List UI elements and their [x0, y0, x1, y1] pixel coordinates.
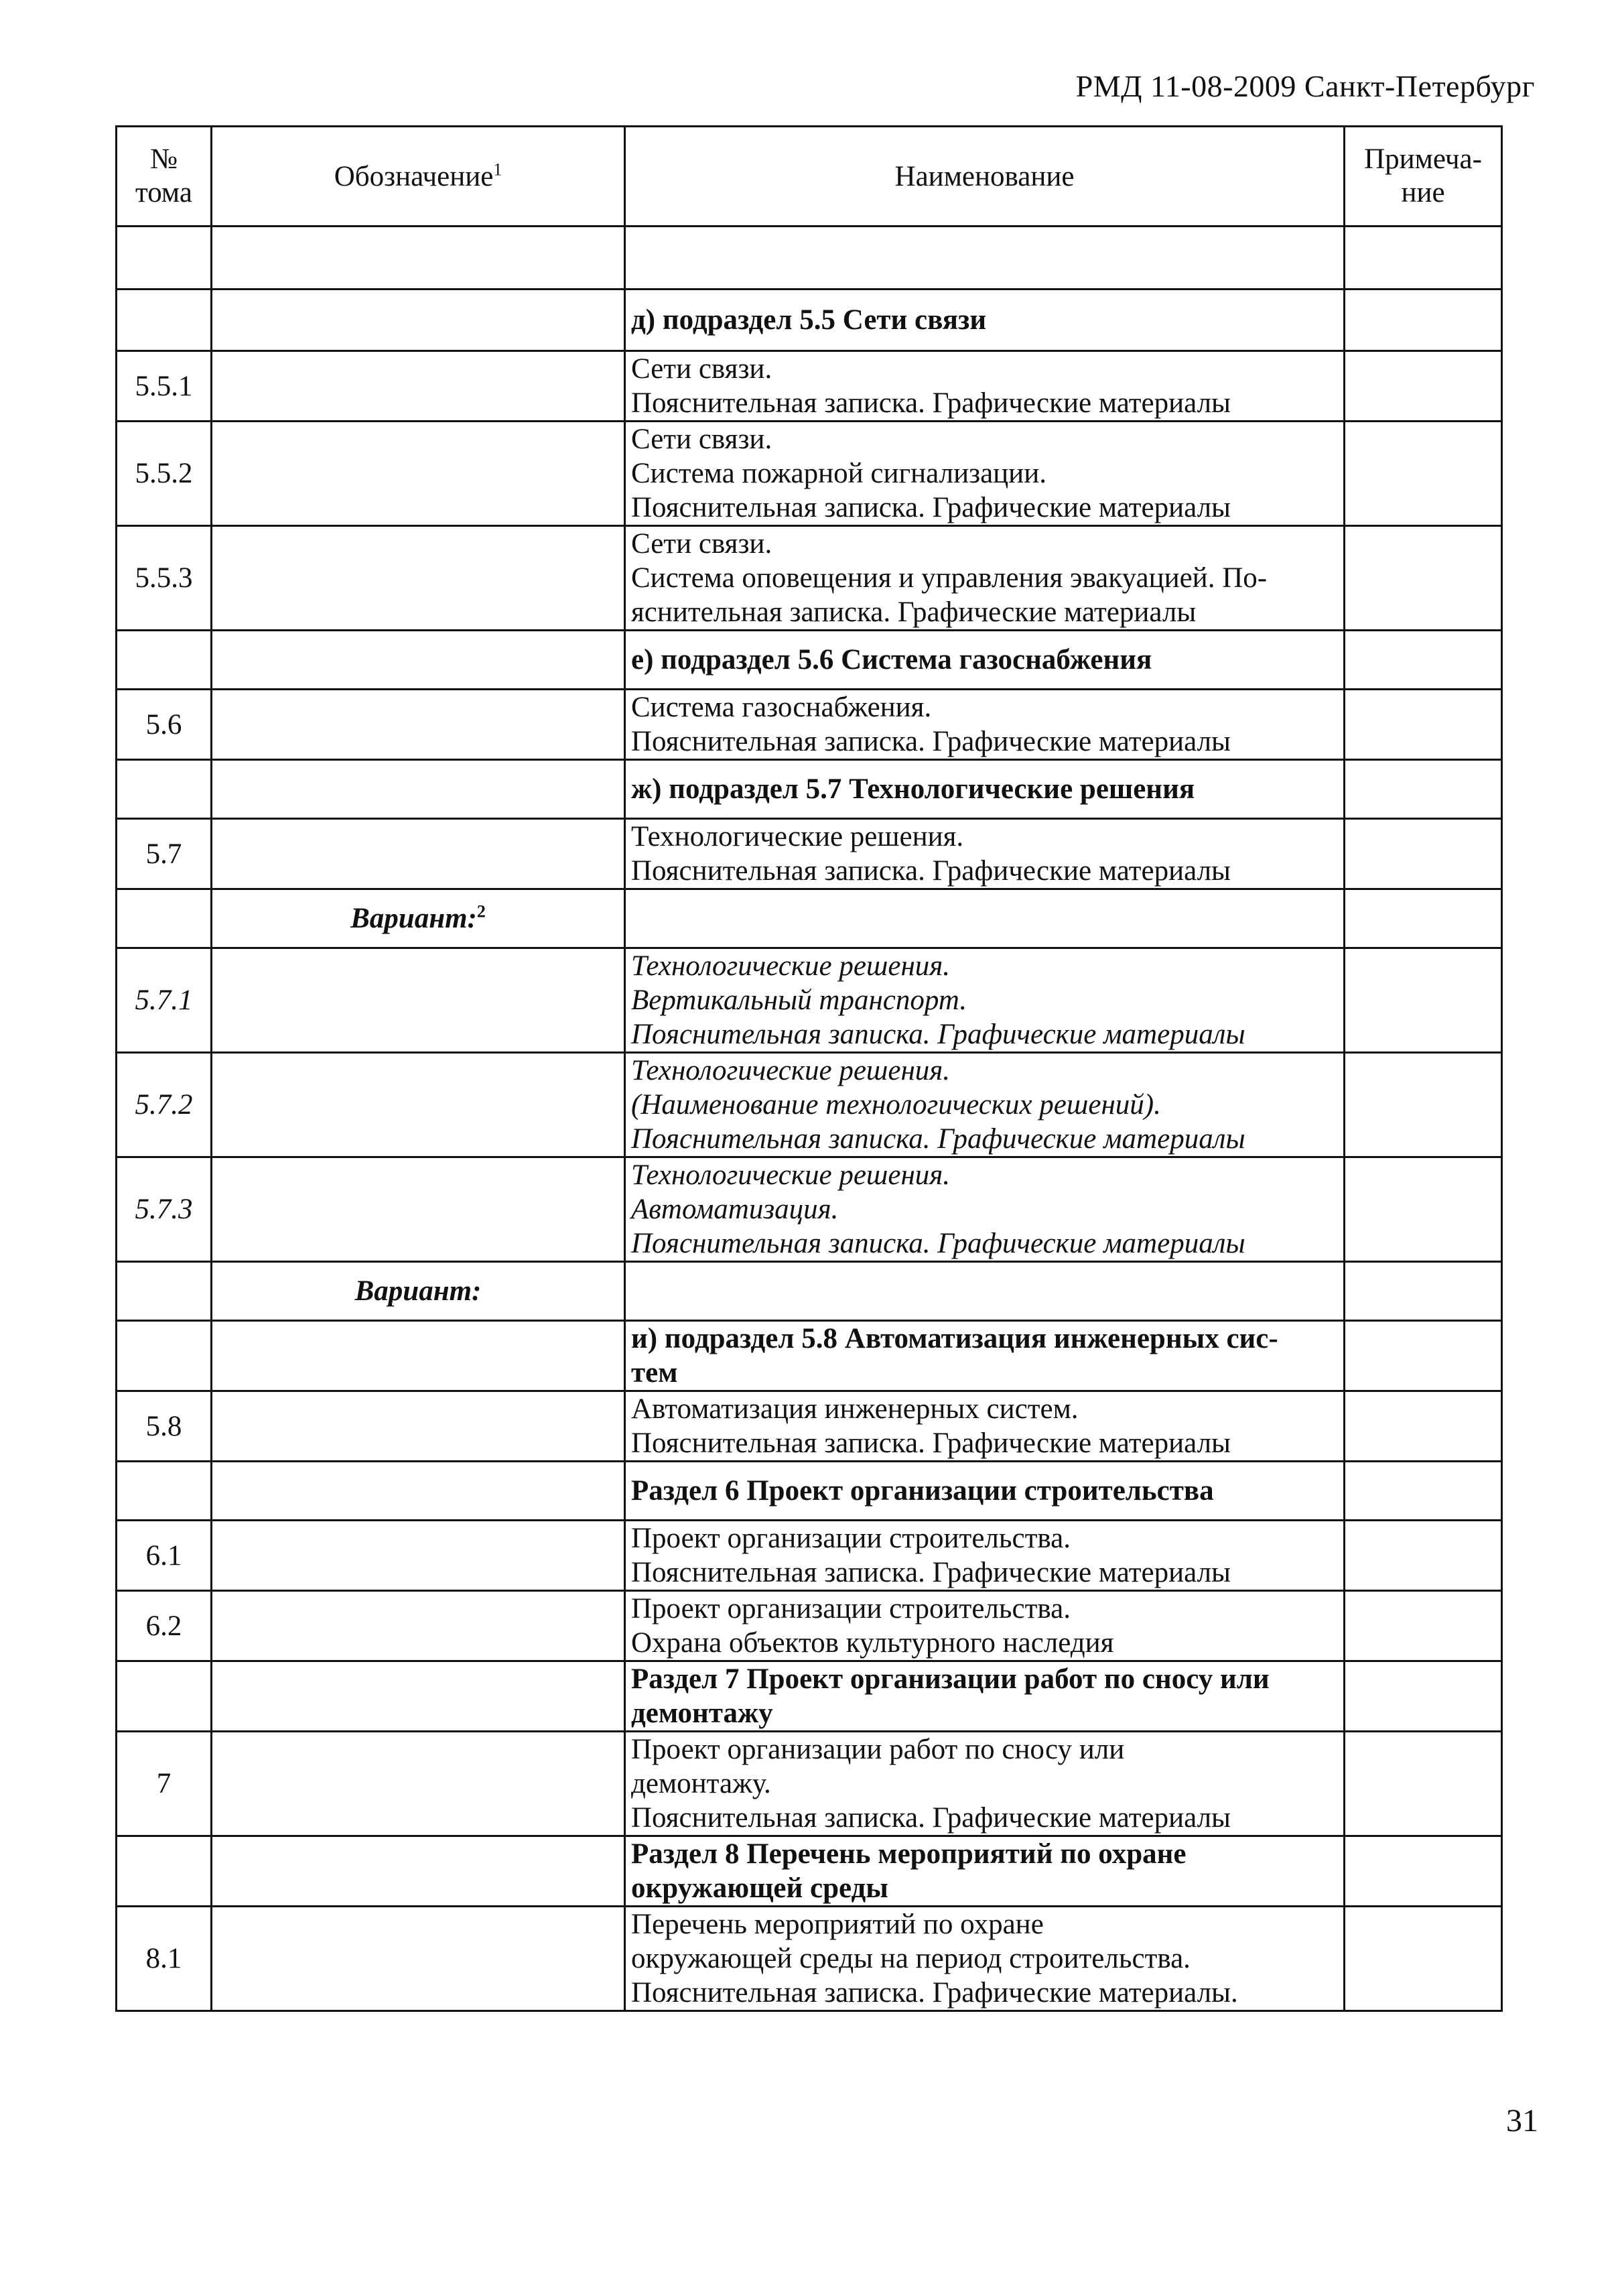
name-cell	[625, 1391, 1345, 1462]
name-line: окружающей среды на период строительства.	[631, 1943, 1191, 1974]
table-row	[117, 690, 1502, 760]
name-line: Автоматизация.	[631, 1194, 839, 1225]
volume-number-cell: 5.8	[117, 1391, 212, 1462]
volume-number-cell: 5.5.3	[117, 526, 212, 631]
section-title-cell	[625, 760, 1345, 819]
volume-number-cell	[117, 1321, 212, 1391]
name-line: Пояснительная записка. Графические материалы	[631, 1228, 1245, 1259]
table-row	[117, 422, 1502, 526]
volume-number-cell	[117, 889, 212, 948]
note-cell	[1345, 1907, 1502, 2011]
volume-number-cell: 5.5.1	[117, 351, 212, 422]
name-line: окружающей среды	[631, 1872, 888, 1904]
name-cell	[625, 1157, 1345, 1262]
note-cell	[1345, 422, 1502, 526]
header-designation	[212, 127, 625, 227]
name-line: Пояснительная записка. Графические материалы	[631, 1427, 1231, 1459]
designation-cell	[212, 351, 625, 422]
document-header: РМД 11-08-2009 Санкт-Петербург	[1075, 69, 1535, 103]
table-row	[117, 1053, 1502, 1157]
note-cell	[1345, 1591, 1502, 1661]
section-heading-row	[117, 760, 1502, 819]
name-line: Сети связи.	[631, 528, 772, 560]
table-header-row	[117, 127, 1502, 227]
designation-cell	[212, 1391, 625, 1462]
section-heading-row	[117, 631, 1502, 690]
name-line: (Наименование технологических решений).	[631, 1089, 1161, 1121]
table-row	[117, 351, 1502, 422]
designation-cell	[212, 227, 625, 290]
name-line: Пояснительная записка. Графические материалы	[631, 492, 1231, 523]
name-line: Сети связи.	[631, 353, 772, 385]
section-title-cell	[625, 1321, 1345, 1391]
volume-list-table	[115, 125, 1503, 2012]
name-line: Проект организации строительства.	[631, 1593, 1071, 1624]
name-line: Пояснительная записка. Графические материалы	[631, 855, 1231, 887]
note-cell	[1345, 290, 1502, 351]
name-cell	[625, 1053, 1345, 1157]
name-cell	[625, 1262, 1345, 1321]
designation-cell	[212, 1836, 625, 1907]
section-heading-row	[117, 1836, 1502, 1907]
name-line: Пояснительная записка. Графические материалы	[631, 1557, 1231, 1588]
name-cell	[625, 819, 1345, 889]
volume-number-cell: 6.2	[117, 1591, 212, 1661]
name-cell	[625, 1907, 1345, 2011]
name-line: Охрана объектов культурного наследия	[631, 1627, 1114, 1659]
name-cell	[625, 889, 1345, 948]
section-heading-row	[117, 1462, 1502, 1521]
table-row	[117, 948, 1502, 1053]
name-cell	[625, 351, 1345, 422]
designation-cell	[212, 760, 625, 819]
variant-row	[117, 1262, 1502, 1321]
name-cell	[625, 1732, 1345, 1836]
volume-number-cell	[117, 1836, 212, 1907]
header-volume-number-line2: тома	[135, 177, 192, 208]
name-cell	[625, 227, 1345, 290]
table-row	[117, 1157, 1502, 1262]
name-cell	[625, 1591, 1345, 1661]
name-line: Раздел 7 Проект организации работ по сносу или	[631, 1663, 1270, 1695]
note-cell	[1345, 1157, 1502, 1262]
name-line: Пояснительная записка. Графические материалы.	[631, 1977, 1238, 2008]
volume-number-cell: 7	[117, 1732, 212, 1836]
name-cell	[625, 1521, 1345, 1591]
name-cell	[625, 422, 1345, 526]
table-row	[117, 1521, 1502, 1591]
table-row	[117, 1732, 1502, 1836]
name-line: Технологические решения.	[631, 821, 964, 852]
section-title-cell	[625, 1462, 1345, 1521]
designation-cell	[212, 889, 625, 948]
name-line: демонтажу	[631, 1698, 773, 1729]
header-volume-number	[117, 127, 212, 227]
variant-label: Вариант:	[354, 1275, 482, 1307]
name-line: Технологические решения.	[631, 1159, 951, 1191]
name-line: яснительная записка. Графические материалы	[631, 596, 1197, 628]
section-heading-row	[117, 1661, 1502, 1732]
note-cell	[1345, 948, 1502, 1053]
volume-number-cell: 8.1	[117, 1907, 212, 2011]
variant-label: Вариант:	[350, 903, 477, 934]
table-row	[117, 1391, 1502, 1462]
designation-cell	[212, 1521, 625, 1591]
designation-cell	[212, 1661, 625, 1732]
volume-number-cell	[117, 290, 212, 351]
header-designation-label: Обозначение	[334, 160, 494, 192]
note-cell	[1345, 1321, 1502, 1391]
note-cell	[1345, 1836, 1502, 1907]
volume-number-cell: 6.1	[117, 1521, 212, 1591]
note-cell	[1345, 1262, 1502, 1321]
note-cell	[1345, 1521, 1502, 1591]
section-title-cell	[625, 1836, 1345, 1907]
volume-number-cell: 5.7	[117, 819, 212, 889]
volume-number-cell	[117, 1462, 212, 1521]
note-cell	[1345, 819, 1502, 889]
note-cell	[1345, 1732, 1502, 1836]
header-note-line1: Примеча-	[1364, 143, 1482, 175]
designation-cell	[212, 690, 625, 760]
name-line: Пояснительная записка. Графические материалы	[631, 1802, 1231, 1834]
note-cell	[1345, 760, 1502, 819]
designation-cell	[212, 1462, 625, 1521]
header-name: Наименование	[625, 127, 1345, 227]
designation-cell	[212, 1732, 625, 1836]
name-cell	[625, 690, 1345, 760]
designation-cell	[212, 1907, 625, 2011]
table-body	[117, 227, 1502, 2011]
note-cell	[1345, 631, 1502, 690]
volume-number-cell: 5.7.1	[117, 948, 212, 1053]
designation-cell	[212, 1591, 625, 1661]
note-cell	[1345, 1391, 1502, 1462]
volume-number-cell: 5.7.3	[117, 1157, 212, 1262]
note-cell	[1345, 1053, 1502, 1157]
header-designation-footnote: 1	[493, 160, 502, 180]
name-line: Пояснительная записка. Графические материалы	[631, 1019, 1245, 1050]
header-volume-number-line1: №	[149, 143, 178, 175]
note-cell	[1345, 690, 1502, 760]
name-line: д) подраздел 5.5 Сети связи	[631, 304, 987, 336]
section-heading-row	[117, 1321, 1502, 1391]
name-line: Проект организации работ по сносу или	[631, 1734, 1125, 1765]
name-line: Проект организации строительства.	[631, 1523, 1071, 1554]
empty-row	[117, 227, 1502, 290]
name-line: Система газоснабжения.	[631, 692, 932, 723]
note-cell	[1345, 227, 1502, 290]
name-cell	[625, 526, 1345, 631]
volume-number-cell	[117, 760, 212, 819]
variant-row	[117, 889, 1502, 948]
name-line: Перечень мероприятий по охране	[631, 1909, 1044, 1940]
name-line: е) подраздел 5.6 Система газоснабжения	[631, 644, 1152, 676]
volume-number-cell: 5.5.2	[117, 422, 212, 526]
note-cell	[1345, 526, 1502, 631]
name-line: Система пожарной сигнализации.	[631, 458, 1046, 489]
table-row	[117, 819, 1502, 889]
name-line: Раздел 6 Проект организации строительства	[631, 1475, 1214, 1507]
volume-number-cell	[117, 631, 212, 690]
name-line: тем	[631, 1357, 678, 1389]
note-cell	[1345, 351, 1502, 422]
designation-cell	[212, 1053, 625, 1157]
section-title-cell	[625, 290, 1345, 351]
volume-number-cell: 5.7.2	[117, 1053, 212, 1157]
designation-cell	[212, 819, 625, 889]
section-title-cell	[625, 631, 1345, 690]
name-line: ж) подраздел 5.7 Технологические решения	[631, 773, 1195, 805]
volume-number-cell: 5.6	[117, 690, 212, 760]
note-cell	[1345, 1462, 1502, 1521]
name-cell	[625, 948, 1345, 1053]
designation-cell	[212, 422, 625, 526]
name-line: демонтажу.	[631, 1768, 771, 1799]
name-line: Пояснительная записка. Графические материалы	[631, 1123, 1245, 1155]
designation-cell	[212, 1157, 625, 1262]
designation-cell	[212, 1321, 625, 1391]
name-line: и) подраздел 5.8 Автоматизация инженерных сис-	[631, 1323, 1278, 1354]
name-line: Пояснительная записка. Графические материалы	[631, 387, 1231, 419]
name-line: Технологические решения.	[631, 950, 951, 982]
name-line: Сети связи.	[631, 424, 772, 455]
name-line: Пояснительная записка. Графические материалы	[631, 726, 1231, 757]
name-line: Технологические решения.	[631, 1055, 951, 1086]
variant-footnote: 2	[476, 901, 486, 921]
designation-cell	[212, 1262, 625, 1321]
table-row	[117, 1591, 1502, 1661]
name-line: Система оповещения и управления эвакуацией. По-	[631, 562, 1268, 594]
designation-cell	[212, 526, 625, 631]
header-note-line2: ние	[1401, 177, 1445, 208]
volume-number-cell	[117, 227, 212, 290]
page-number: 31	[1506, 2103, 1538, 2139]
section-heading-row	[117, 290, 1502, 351]
volume-number-cell	[117, 1661, 212, 1732]
table-row	[117, 1907, 1502, 2011]
designation-cell	[212, 948, 625, 1053]
designation-cell	[212, 290, 625, 351]
name-line: Раздел 8 Перечень мероприятий по охране	[631, 1838, 1187, 1870]
note-cell	[1345, 889, 1502, 948]
section-title-cell	[625, 1661, 1345, 1732]
header-note	[1345, 127, 1502, 227]
name-line: Автоматизация инженерных систем.	[631, 1393, 1079, 1425]
name-line: Вертикальный транспорт.	[631, 984, 967, 1016]
volume-number-cell	[117, 1262, 212, 1321]
table-row	[117, 526, 1502, 631]
note-cell	[1345, 1661, 1502, 1732]
designation-cell	[212, 631, 625, 690]
